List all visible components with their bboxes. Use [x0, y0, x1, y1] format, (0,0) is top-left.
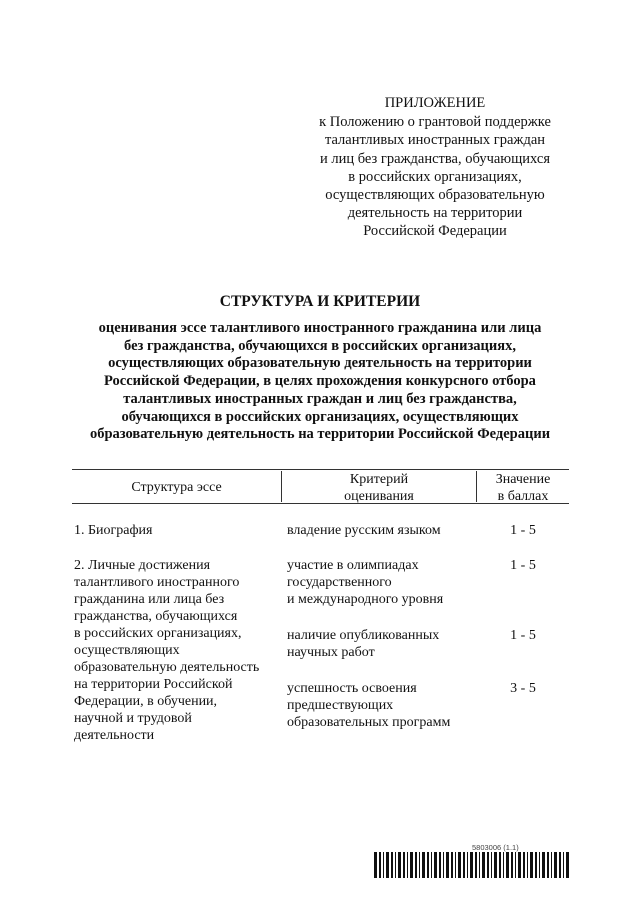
document-code: 5803006 (1.1) [472, 843, 519, 852]
row2-criterion-olympiads: участие в олимпиадах государственного и международного уровня [287, 558, 444, 607]
row1-score: 1 - 5 [510, 523, 536, 538]
subtitle-line: талантливых иностранных граждан и лиц без гражданства, [123, 390, 517, 407]
annex-line: и лиц без гражданства, обучающихся [319, 150, 550, 167]
subtitle-line: осуществляющих образовательную деятельность на территории [108, 355, 532, 372]
row2-score-publications: 1 - 5 [510, 628, 536, 643]
annex-block [270, 94, 600, 241]
document-title: СТРУКТУРА И КРИТЕРИИ [219, 293, 421, 310]
subtitle-line: Российской Федерации, в целях прохождения конкурсного отбора [104, 373, 536, 390]
annex-line: осуществляющих образовательную [325, 187, 545, 204]
annex-line: деятельность на территории [347, 205, 523, 222]
row1-structure: 1. Биография [74, 523, 153, 538]
row2-criterion-education: успешность освоения предшествующих образовательных программ [287, 681, 451, 730]
annex-line: в российских организациях, [348, 168, 522, 185]
row2-criterion-publications: наличие опубликованных научных работ [287, 628, 440, 660]
header-criterion: Критерий оценивания [344, 472, 414, 504]
row2-score-olympiads: 1 - 5 [510, 558, 536, 573]
row2-structure: 2. Личные достижения талантливого иностранного гражданина или лица без гражданства, обучающихся в российских организациях, осуществляющих образовательную деятельность на территории Российской Федерации, в обучении, научной и трудовой деятельности [74, 558, 260, 743]
document-subtitle [60, 320, 580, 444]
annex-line: Российской Федерации [363, 223, 507, 240]
subtitle-line: оценивания эссе талантливого иностранного гражданина или лица [98, 320, 542, 336]
table-top-rule [72, 469, 569, 470]
row1-criterion: владение русским языком [287, 523, 441, 538]
annex-heading: ПРИЛОЖЕНИЕ [384, 95, 486, 111]
header-structure: Структура эссе [131, 480, 222, 495]
subtitle-line: образовательную деятельность на территории Российской Федерации [89, 426, 551, 443]
subtitle-line: обучающихся в российских организациях, осуществляющих [121, 408, 519, 425]
row2-score-education: 3 - 5 [510, 681, 536, 696]
annex-line: талантливых иностранных граждан [324, 132, 546, 149]
header-score: Значение в баллах [495, 472, 551, 504]
barcode [374, 852, 569, 878]
subtitle-line: без гражданства, обучающихся в российских организациях, [124, 337, 516, 354]
annex-line: к Положению о грантовой поддержке [319, 114, 551, 131]
